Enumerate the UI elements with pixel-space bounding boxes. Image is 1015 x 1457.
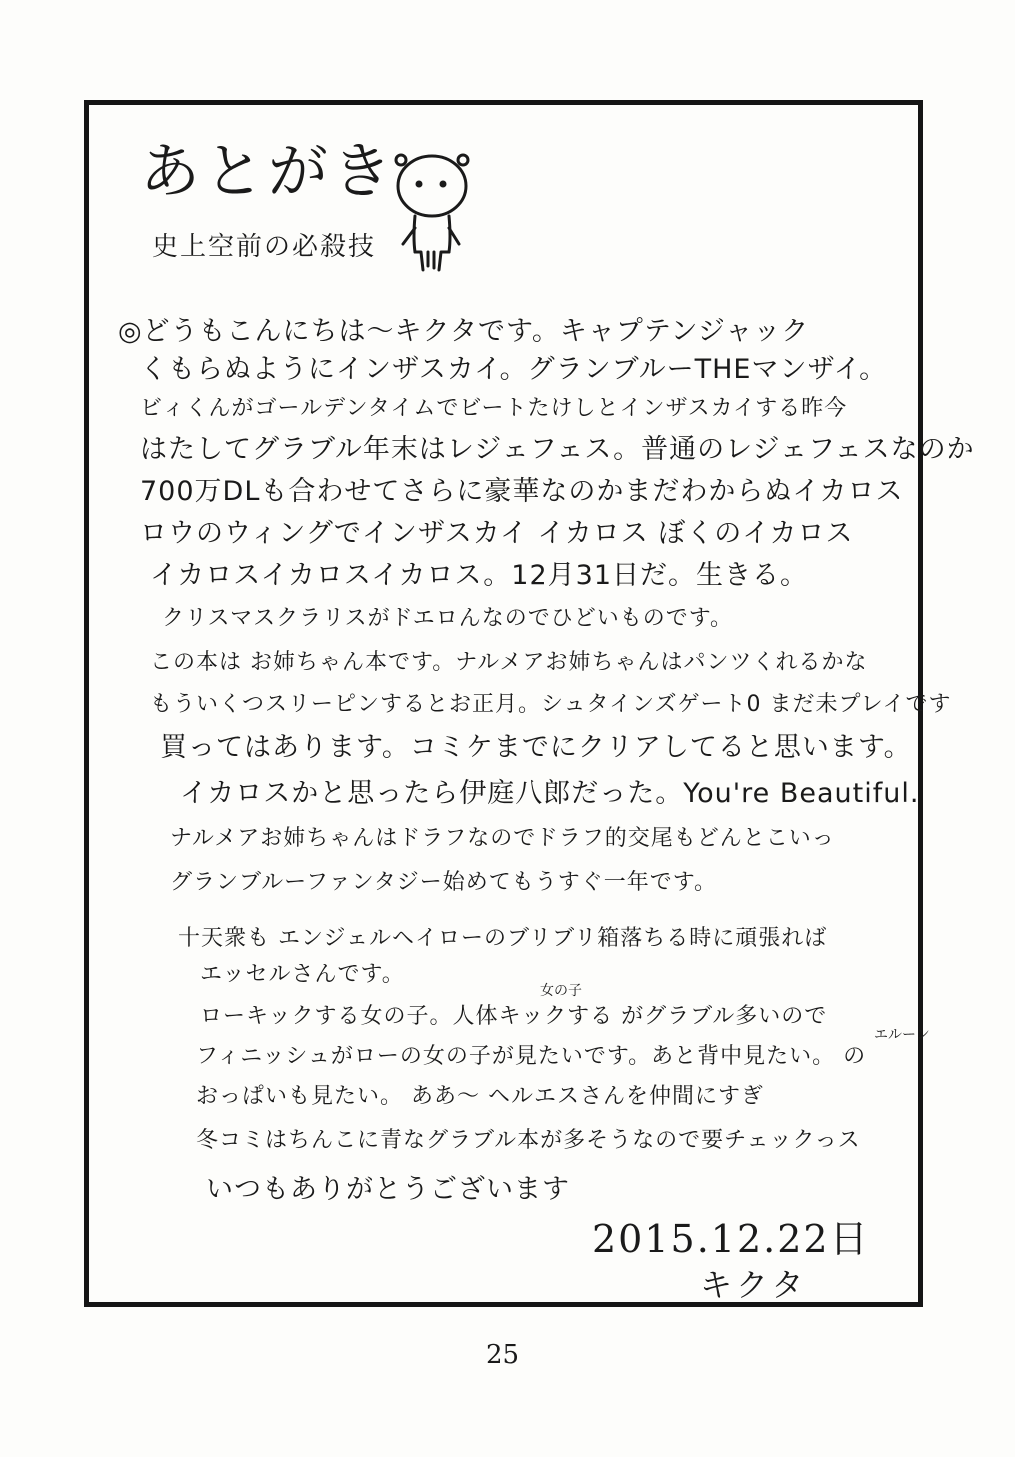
body-line: おっぱいも見たい。 ああ〜 ヘルエスさんを仲間にすぎ bbox=[196, 1084, 764, 1109]
body-line: ◎どうもこんにちは〜キクタです。キャプテンジャック bbox=[118, 316, 810, 347]
ruby-annotation: 女の子 bbox=[540, 983, 582, 999]
afterword-subtitle: 史上空前の必殺技 bbox=[152, 232, 377, 262]
afterword-date: 2015.12.22日 bbox=[592, 1217, 870, 1261]
body-line: はたしてグラブル年末はレジェフェス。普通のレジェフェスなのか bbox=[140, 434, 975, 465]
afterword-title: あとがき bbox=[140, 137, 396, 207]
body-line: グランブルーファンタジー始めてもうすぐ一年です。 bbox=[170, 870, 717, 895]
body-line: ナルメアお姉ちゃんはドラフなのでドラフ的交尾もどんとこいっ bbox=[170, 826, 835, 851]
body-line: 十天衆も エンジェルヘイローのブリブリ箱落ちる時に頑張れば bbox=[178, 926, 828, 951]
body-line: くもらぬようにインザスカイ。グランブルーTHEマンザイ。 bbox=[140, 354, 888, 385]
body-line: もういくつスリーピンするとお正月。シュタインズゲート0 まだ未プレイです bbox=[150, 692, 952, 717]
body-line: いつもありがとうございます bbox=[206, 1174, 570, 1205]
body-line: イカロスイカロスイカロス。12月31日だ。生きる。 bbox=[150, 560, 809, 591]
body-line: ビィくんがゴールデンタイムでビートたけしとインザスカイする昨今 bbox=[140, 396, 848, 421]
body-line: クリスマスクラリスがドエロんなのでひどいものです。 bbox=[162, 606, 734, 631]
author-signature: キクタ bbox=[700, 1266, 808, 1304]
body-line: 買ってはあります。コミケまでにクリアしてると思います。 bbox=[160, 732, 912, 763]
ruby-annotation: エルーン bbox=[874, 1027, 930, 1043]
body-line: 冬コミはちんこに青なグラブル本が多そうなので要チェックっス bbox=[196, 1128, 861, 1153]
page-number: 25 bbox=[486, 1340, 520, 1370]
body-line: ローキックする女の子。人体キックする がグラブル多いので bbox=[200, 1004, 828, 1029]
body-line: この本は お姉ちゃん本です。ナルメアお姉ちゃんはパンツくれるかな bbox=[150, 650, 868, 675]
body-line: イカロスかと思ったら伊庭八郎だった。You're Beautiful. bbox=[180, 778, 920, 809]
body-line: 700万DLも合わせてさらに豪華なのかまだわからぬイカロス bbox=[140, 476, 904, 507]
body-line: ロウのウィングでインザスカイ イカロス ぼくのイカロス bbox=[140, 518, 854, 549]
body-line: フィニッシュがローの女の子が見たいです。あと背中見たい。 の bbox=[196, 1044, 867, 1069]
body-line: エッセルさんです。 bbox=[200, 962, 405, 987]
